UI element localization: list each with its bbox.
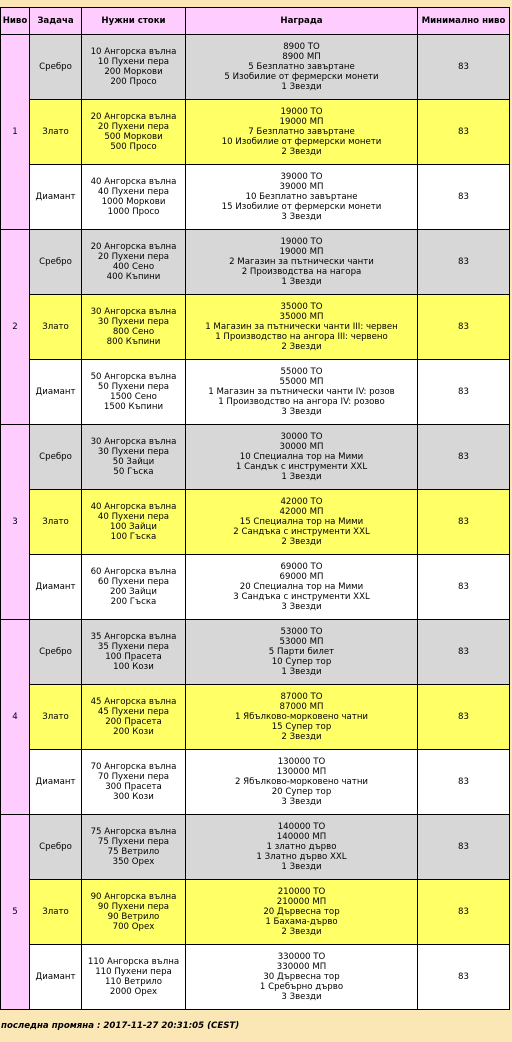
- min-level-cell: 83: [418, 555, 510, 620]
- reward-line: 87000 ТО: [280, 692, 323, 702]
- table-row: [1, 750, 510, 815]
- goods-line: 45 Ангорска вълна: [90, 697, 177, 707]
- min-level-cell: 83: [418, 230, 510, 295]
- goods-line: 700 Орех: [112, 922, 155, 932]
- reward-line: 35000 ТО: [280, 302, 323, 312]
- min-level-cell: 83: [418, 815, 510, 880]
- min-level-cell: 83: [418, 620, 510, 685]
- rewards-table: [0, 7, 510, 1010]
- goods-line: 200 Кози: [113, 727, 154, 737]
- goods-cell: [82, 880, 186, 945]
- reward-line: 1 Звезди: [281, 277, 322, 287]
- goods-line: 1500 Сено: [110, 392, 157, 402]
- reward-line: 10 Супер тор: [271, 657, 332, 667]
- table-row: [1, 490, 510, 555]
- header-reward: Награда: [186, 8, 418, 35]
- min-level-cell: 83: [418, 945, 510, 1010]
- goods-line: 40 Пухени пера: [97, 187, 170, 197]
- goods-line: 1500 Къпини: [103, 402, 164, 412]
- reward-line: 15 Изобилие от фермерски монети: [221, 202, 382, 212]
- reward-line: 1 Ябълково-морковено чатни: [234, 712, 369, 722]
- level-cell: 2: [1, 230, 30, 425]
- task-cell: Сребро: [30, 620, 82, 685]
- task-cell: Диамант: [30, 165, 82, 230]
- min-level-cell: 83: [418, 360, 510, 425]
- goods-cell: [82, 360, 186, 425]
- reward-cell: [186, 815, 418, 880]
- goods-line: 800 Къпини: [106, 337, 161, 347]
- goods-line: 50 Ангорска вълна: [90, 372, 177, 382]
- table-row: [1, 230, 510, 295]
- goods-cell: [82, 295, 186, 360]
- reward-line: 5 Безплатно завъртане: [248, 62, 355, 72]
- reward-line: 1 Звезди: [281, 862, 322, 872]
- table-row: [1, 165, 510, 230]
- reward-line: 2 Звезди: [281, 732, 322, 742]
- reward-line: 3 Звезди: [281, 602, 322, 612]
- task-cell: Сребро: [30, 425, 82, 490]
- goods-line: 75 Ветрило: [107, 847, 160, 857]
- goods-line: 50 Гъска: [113, 467, 154, 477]
- goods-line: 60 Пухени пера: [97, 577, 170, 587]
- reward-line: 10 Изобилие от фермерски монети: [221, 137, 382, 147]
- reward-line: 39000 МП: [279, 182, 324, 192]
- level-cell: 3: [1, 425, 30, 620]
- task-cell: Диамант: [30, 555, 82, 620]
- reward-cell: [186, 425, 418, 490]
- goods-cell: [82, 685, 186, 750]
- table-row: [1, 620, 510, 685]
- reward-cell: [186, 230, 418, 295]
- reward-cell: [186, 620, 418, 685]
- goods-line: 500 Моркови: [104, 132, 163, 142]
- goods-line: 30 Ангорска вълна: [90, 307, 177, 317]
- goods-line: 75 Пухени пера: [97, 837, 170, 847]
- reward-line: 53000 ТО: [280, 627, 323, 637]
- goods-line: 110 Ангорска вълна: [87, 957, 180, 967]
- reward-line: 19000 МП: [279, 247, 324, 257]
- goods-line: 110 Пухени пера: [95, 967, 172, 977]
- header-level: Ниво: [1, 8, 30, 35]
- goods-cell: [82, 100, 186, 165]
- goods-cell: [82, 165, 186, 230]
- reward-cell: [186, 880, 418, 945]
- reward-line: 2 Звезди: [281, 537, 322, 547]
- goods-line: 30 Ангорска вълна: [90, 437, 177, 447]
- reward-line: 1 Магазин за пътнически чанти IV: розов: [208, 387, 395, 397]
- goods-cell: [82, 425, 186, 490]
- reward-line: 1 златно дърво: [266, 842, 337, 852]
- goods-line: 75 Ангорска вълна: [90, 827, 177, 837]
- goods-line: 100 Прасета: [105, 652, 162, 662]
- task-cell: Злато: [30, 100, 82, 165]
- goods-line: 40 Ангорска вълна: [90, 502, 177, 512]
- goods-line: 100 Зайци: [110, 522, 157, 532]
- reward-line: 8900 ТО: [283, 42, 320, 52]
- goods-line: 2000 Орех: [109, 987, 158, 997]
- reward-line: 140000 ТО: [277, 822, 326, 832]
- goods-line: 300 Прасета: [105, 782, 162, 792]
- reward-cell: [186, 490, 418, 555]
- goods-line: 200 Просо: [110, 77, 157, 87]
- reward-line: 69000 ТО: [280, 562, 323, 572]
- reward-line: 5 Изобилие от фермерски монети: [224, 72, 379, 82]
- reward-line: 3 Звезди: [281, 992, 322, 1002]
- reward-line: 5 Парти билет: [268, 647, 335, 657]
- goods-line: 50 Пухени пера: [97, 382, 170, 392]
- header-task: Задача: [30, 8, 82, 35]
- reward-line: 10 Специална тор на Мими: [239, 452, 364, 462]
- goods-line: 30 Пухени пера: [97, 447, 170, 457]
- goods-line: 35 Пухени пера: [97, 642, 170, 652]
- reward-line: 20 Специална тор на Мими: [239, 582, 364, 592]
- header-min-level: Минимално ниво: [418, 8, 510, 35]
- reward-line: 1 Сандък с инструменти XXL: [235, 462, 368, 472]
- table-row: [1, 685, 510, 750]
- reward-line: 35000 МП: [279, 312, 324, 322]
- reward-line: 1 Звезди: [281, 82, 322, 92]
- goods-line: 20 Ангорска вълна: [90, 242, 177, 252]
- reward-line: 87000 МП: [279, 702, 324, 712]
- reward-cell: [186, 685, 418, 750]
- reward-line: 69000 МП: [279, 572, 324, 582]
- table-row: [1, 555, 510, 620]
- reward-cell: [186, 360, 418, 425]
- reward-line: 2 Звезди: [281, 147, 322, 157]
- task-cell: Сребро: [30, 35, 82, 100]
- reward-line: 10 Безплатно завъртане: [245, 192, 358, 202]
- goods-line: 1000 Моркови: [101, 197, 166, 207]
- min-level-cell: 83: [418, 750, 510, 815]
- table-row: [1, 945, 510, 1010]
- goods-line: 200 Гъска: [110, 597, 157, 607]
- task-cell: Сребро: [30, 230, 82, 295]
- table-row: [1, 360, 510, 425]
- goods-line: 200 Прасета: [105, 717, 162, 727]
- reward-line: 1 Производство на ангора IV: розово: [218, 397, 385, 407]
- reward-line: 19000 ТО: [280, 107, 323, 117]
- goods-cell: [82, 750, 186, 815]
- goods-line: 35 Ангорска вълна: [90, 632, 177, 642]
- goods-cell: [82, 230, 186, 295]
- reward-line: 210000 ТО: [277, 887, 326, 897]
- reward-cell: [186, 750, 418, 815]
- goods-line: 350 Орех: [112, 857, 155, 867]
- table-row: [1, 35, 510, 100]
- reward-line: 1 Звезди: [281, 472, 322, 482]
- reward-line: 330000 ТО: [277, 952, 326, 962]
- min-level-cell: 83: [418, 35, 510, 100]
- goods-line: 20 Пухени пера: [97, 122, 170, 132]
- level-cell: 1: [1, 35, 30, 230]
- min-level-cell: 83: [418, 880, 510, 945]
- reward-line: 3 Звезди: [281, 797, 322, 807]
- goods-line: 20 Ангорска вълна: [90, 112, 177, 122]
- goods-cell: [82, 490, 186, 555]
- level-cell: 4: [1, 620, 30, 815]
- goods-line: 40 Ангорска вълна: [90, 177, 177, 187]
- min-level-cell: 83: [418, 100, 510, 165]
- goods-line: 100 Гъска: [110, 532, 157, 542]
- task-cell: Злато: [30, 295, 82, 360]
- header-goods: Нужни стоки: [82, 8, 186, 35]
- reward-line: 2 Магазин за пътнически чанти: [229, 257, 374, 267]
- reward-line: 2 Производства на нагора: [241, 267, 362, 277]
- goods-line: 10 Пухени пера: [97, 57, 170, 67]
- goods-cell: [82, 555, 186, 620]
- reward-cell: [186, 35, 418, 100]
- goods-line: 300 Кози: [113, 792, 154, 802]
- task-cell: Злато: [30, 880, 82, 945]
- reward-line: 2 Звезди: [281, 927, 322, 937]
- goods-line: 400 Къпини: [106, 272, 161, 282]
- goods-line: 500 Просо: [110, 142, 157, 152]
- task-cell: Диамант: [30, 945, 82, 1010]
- reward-line: 30 Дървесна тор: [263, 972, 340, 982]
- task-cell: Диамант: [30, 360, 82, 425]
- reward-line: 130000 ТО: [277, 757, 326, 767]
- table-row: [1, 425, 510, 490]
- goods-cell: [82, 815, 186, 880]
- goods-line: 40 Пухени пера: [97, 512, 170, 522]
- table-row: [1, 880, 510, 945]
- reward-line: 2 Ябълково-морковено чатни: [234, 777, 369, 787]
- reward-line: 30000 МП: [279, 442, 324, 452]
- reward-line: 39000 ТО: [280, 172, 323, 182]
- table-row: [1, 100, 510, 165]
- last-modified: последна промяна : 2017-11-27 20:31:05 (CEST): [1, 1021, 240, 1031]
- reward-cell: [186, 555, 418, 620]
- goods-line: 20 Пухени пера: [97, 252, 170, 262]
- task-cell: Злато: [30, 685, 82, 750]
- goods-line: 50 Зайци: [112, 457, 155, 467]
- reward-line: 210000 МП: [276, 897, 327, 907]
- min-level-cell: 83: [418, 490, 510, 555]
- task-cell: Диамант: [30, 750, 82, 815]
- reward-cell: [186, 100, 418, 165]
- goods-line: 30 Пухени пера: [97, 317, 170, 327]
- reward-cell: [186, 295, 418, 360]
- reward-line: 7 Безплатно завъртане: [248, 127, 355, 137]
- min-level-cell: 83: [418, 425, 510, 490]
- reward-line: 330000 МП: [276, 962, 327, 972]
- goods-line: 90 Ветрило: [107, 912, 160, 922]
- goods-cell: [82, 35, 186, 100]
- reward-line: 15 Супер тор: [271, 722, 332, 732]
- reward-line: 15 Специална тор на Мими: [239, 517, 364, 527]
- task-cell: Сребро: [30, 815, 82, 880]
- reward-line: 20 Супер тор: [271, 787, 332, 797]
- table-body: [1, 35, 510, 1010]
- reward-line: 2 Сандъка с инструменти XXL: [233, 527, 370, 537]
- reward-line: 3 Сандъка с инструменти XXL: [233, 592, 370, 602]
- reward-line: 53000 МП: [279, 637, 324, 647]
- header-row: [1, 8, 510, 35]
- reward-line: 30000 ТО: [280, 432, 323, 442]
- reward-line: 55000 ТО: [280, 367, 323, 377]
- reward-line: 3 Звезди: [281, 212, 322, 222]
- reward-line: 42000 МП: [279, 507, 324, 517]
- table-row: [1, 295, 510, 360]
- goods-line: 200 Моркови: [104, 67, 163, 77]
- goods-cell: [82, 620, 186, 685]
- task-cell: Злато: [30, 490, 82, 555]
- reward-line: 8900 МП: [282, 52, 321, 62]
- goods-line: 100 Кози: [113, 662, 154, 672]
- goods-line: 10 Ангорска вълна: [90, 47, 177, 57]
- min-level-cell: 83: [418, 165, 510, 230]
- goods-line: 1000 Просо: [107, 207, 160, 217]
- reward-line: 1 Златно дърво XXL: [256, 852, 347, 862]
- goods-line: 60 Ангорска вълна: [90, 567, 177, 577]
- reward-cell: [186, 945, 418, 1010]
- min-level-cell: 83: [418, 295, 510, 360]
- reward-line: 1 Магазин за пътнически чанти III: червен: [205, 322, 398, 332]
- reward-line: 1 Звезди: [281, 667, 322, 677]
- goods-line: 90 Ангорска вълна: [90, 892, 177, 902]
- goods-line: 70 Пухени пера: [97, 772, 170, 782]
- reward-line: 19000 МП: [279, 117, 324, 127]
- level-cell: 5: [1, 815, 30, 1010]
- goods-line: 45 Пухени пера: [97, 707, 170, 717]
- reward-line: 42000 ТО: [280, 497, 323, 507]
- goods-line: 90 Пухени пера: [97, 902, 170, 912]
- goods-line: 110 Ветрило: [104, 977, 163, 987]
- table-row: [1, 815, 510, 880]
- reward-line: 140000 МП: [276, 832, 327, 842]
- goods-line: 70 Ангорска вълна: [90, 762, 177, 772]
- min-level-cell: 83: [418, 685, 510, 750]
- reward-line: 1 Сребърно дърво: [259, 982, 344, 992]
- reward-line: 55000 МП: [279, 377, 324, 387]
- goods-line: 800 Сено: [112, 327, 155, 337]
- goods-line: 200 Зайци: [110, 587, 157, 597]
- reward-cell: [186, 165, 418, 230]
- goods-cell: [82, 945, 186, 1010]
- reward-line: 20 Дървесна тор: [263, 907, 340, 917]
- reward-line: 3 Звезди: [281, 407, 322, 417]
- reward-line: 19000 ТО: [280, 237, 323, 247]
- reward-line: 2 Звезди: [281, 342, 322, 352]
- reward-line: 1 Бахама-дърво: [265, 917, 338, 927]
- reward-line: 1 Производство на ангора III: червено: [215, 332, 388, 342]
- goods-line: 400 Сено: [112, 262, 155, 272]
- reward-line: 130000 МП: [276, 767, 327, 777]
